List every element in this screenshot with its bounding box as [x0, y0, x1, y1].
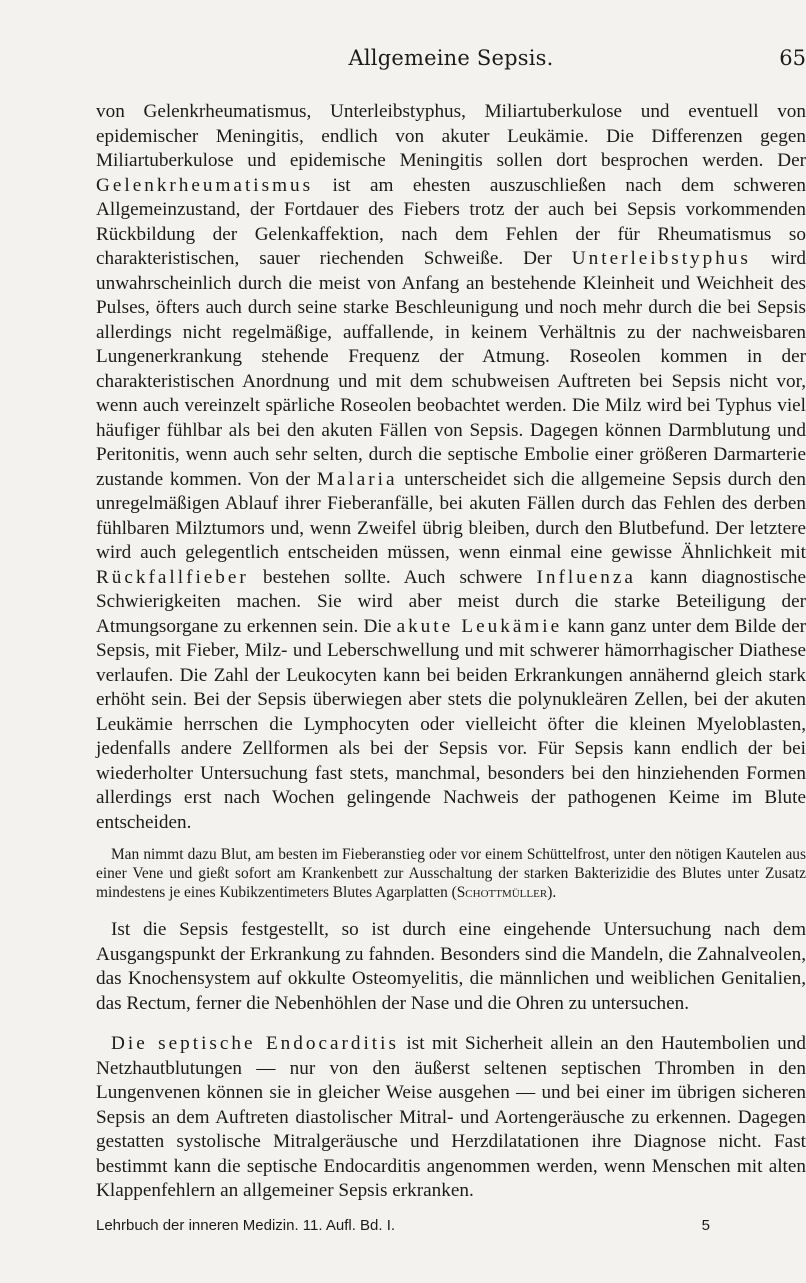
paragraph-segment: von Gelenkrheumatismus, Unterleibstyphus, Miliartuberkulose und eventuell von epidemischer Meningitis, endlich von akuter Leukämie. Die Differenzen gegen Miliartuberkulose und epidemische Meningitis sollen dort besprochen werden. Der	[96, 101, 806, 171]
paragraph-segment: kann diagnostische Schwierigkeiten machen. Sie wird aber meist durch die starke Beteiligung der Atmungsorgane zu erkennen sein. Die	[96, 566, 806, 637]
paragraph-segment: bestehen sollte. Auch schwere	[248, 566, 537, 588]
paragraph-segment: ist am ehesten auszuschließen nach dem schweren Allgemeinzustand, der Fortdauer des Fiebers trotz der auch bei Sepsis vorkommenden Rückbildung der Gelenkaffektion, nach dem Fehlen der für Rheumatismus so charakteristischen, sauer riechenden Schweiße. Der	[96, 174, 806, 269]
paragraph-segment: ist mit Sicherheit allein an den Hautembolien und Netzhautblutungen — nur von den äußerst seltenen septischen Thromben in den Lungenvenen können sie in gleicher Weise ausgehen — und bei einer im übrigen sicheren Sepsis an dem Auftreten diastolischer Mitral- und Aortengeräusche zu erkennen. Dagegen gestatten systolische Mitralgeräusche und Herzdilatationen ihre Diagnose nicht. Fast bestimmt kann die septische Endocarditis angenommen werden, wenn Menschen mit alten Klappenfehlern an allgemeiner Sepsis erkranken.	[96, 1033, 806, 1201]
small-print-note	[96, 845, 806, 902]
paragraph-origin-search: Ist die Sepsis festgestellt, so ist durch eine eingehende Untersuchung nach dem Ausgangspunkt der Erkrankung zu fahnden. Besonders sind die Mandeln, die Zahnalveolen, das Knochensystem auf okkulte Osteomyelitis, die männlichen und weiblichen Genitalien, das Rectum, ferner die Nebenhöhlen der Nase und die Ohren zu untersuchen.	[96, 919, 806, 1014]
chapter-title: Allgemeine Sepsis.	[348, 46, 554, 70]
spaced-term-akute-leukaemie: akute Leukämie	[396, 615, 563, 637]
spaced-term-septische-endocarditis: Die septische Endocarditis	[111, 1033, 399, 1054]
note-text: Man nimmt dazu Blut, am besten im Fieberanstieg oder vor einem Schüttelfrost, unter den nötigen Kautelen aus einer Vene und gießt sofort am Krankenbett zur Ausschaltung der starken Bakterizidie des Blutes unter Zusatz mindestens je eines Kubikzentimeters Blutes Agarplatten (	[96, 846, 806, 901]
page-number: 65	[779, 46, 806, 70]
paragraph-segment: wird unwahrscheinlich durch die meist von Anfang an bestehende Kleinheit und Weichheit des Pulses, öfters auch durch seine starke Beschleunigung und noch mehr durch die bei Sepsis allerdings nicht regelmäßige, auffallende, in keinem Verhältnis zu der nachweisbaren Lungenerkrankung stehende Frequenz der Atmung. Roseolen kommen in der charakteristischen Anordnung und mit dem schubweisen Auftreten bei Sepsis nicht vor, wenn auch vereinzelt spärliche Roseolen beobachtet werden. Die Milz wird bei Typhus viel häufiger fühlbar als bei den akuten Fällen von Sepsis. Dagegen können Darmblutung und Peritonitis, wenn auch sehr selten, durch die septische Embolie einer größeren Darmarterie zustande kommen. Von der	[96, 248, 806, 490]
spaced-term-rueckfallfieber: Rückfallfieber	[96, 566, 249, 588]
page-footer	[96, 1217, 806, 1239]
body-text	[96, 100, 806, 1204]
spaced-term-influenza: Influenza	[536, 566, 636, 588]
spaced-term-unterleibstyphus: Unterleibstyphus	[571, 248, 751, 269]
spaced-term-gelenkrheumatismus: Gelenkrheumatismus	[96, 174, 314, 196]
book-signature: Lehrbuch der inneren Medizin. 11. Aufl. Bd. I.	[96, 1217, 396, 1234]
paragraph-segment: kann ganz unter dem Bilde der Sepsis, mit Fieber, Milz- und Leberschwellung und mit schwerer hämorrhagischer Diathese verlaufen. Die Zahl der Leukocyten kann bei beiden Erkrankungen annähernd gleich stark erhöht sein. Bei der Sepsis überwiegen aber stets die polynukleären Zellen, bei der akuten Leukämie herrschen die Lymphocyten oder vielleicht öfter die kleinen Myeloblasten, jedenfalls andere Zellformen als bei der Sepsis vor. Für Sepsis kann endlich der bei wiederholter Untersuchung fast stets, manchmal, besonders bei den hinziehenden Formen allerdings erst nach Wochen gelingende Nachweis der pathogenen Keime im Blute entscheiden.	[96, 615, 806, 833]
note-end: ).	[547, 884, 557, 901]
paragraph-differential-diagnosis	[96, 100, 806, 835]
author-name: Schottmüller	[456, 884, 548, 901]
paragraph-segment: unterscheidet sich die allgemeine Sepsis durch den unregelmäßigen Ablauf ihrer Fieberanfälle, bei akuten Fällen durch das Fehlen des derben fühlbaren Milztumors und, wenn Zweifel übrig bleiben, durch den Blutbefund. Der letztere wird auch gelegentlich entscheiden müssen, wenn einmal eine gewisse Ähnlichkeit mit	[96, 468, 806, 563]
spaced-term-malaria: Malaria	[316, 468, 398, 490]
paragraph-septic-endocarditis	[96, 1032, 806, 1204]
sheet-number: 5	[701, 1217, 710, 1234]
running-header	[96, 46, 806, 76]
